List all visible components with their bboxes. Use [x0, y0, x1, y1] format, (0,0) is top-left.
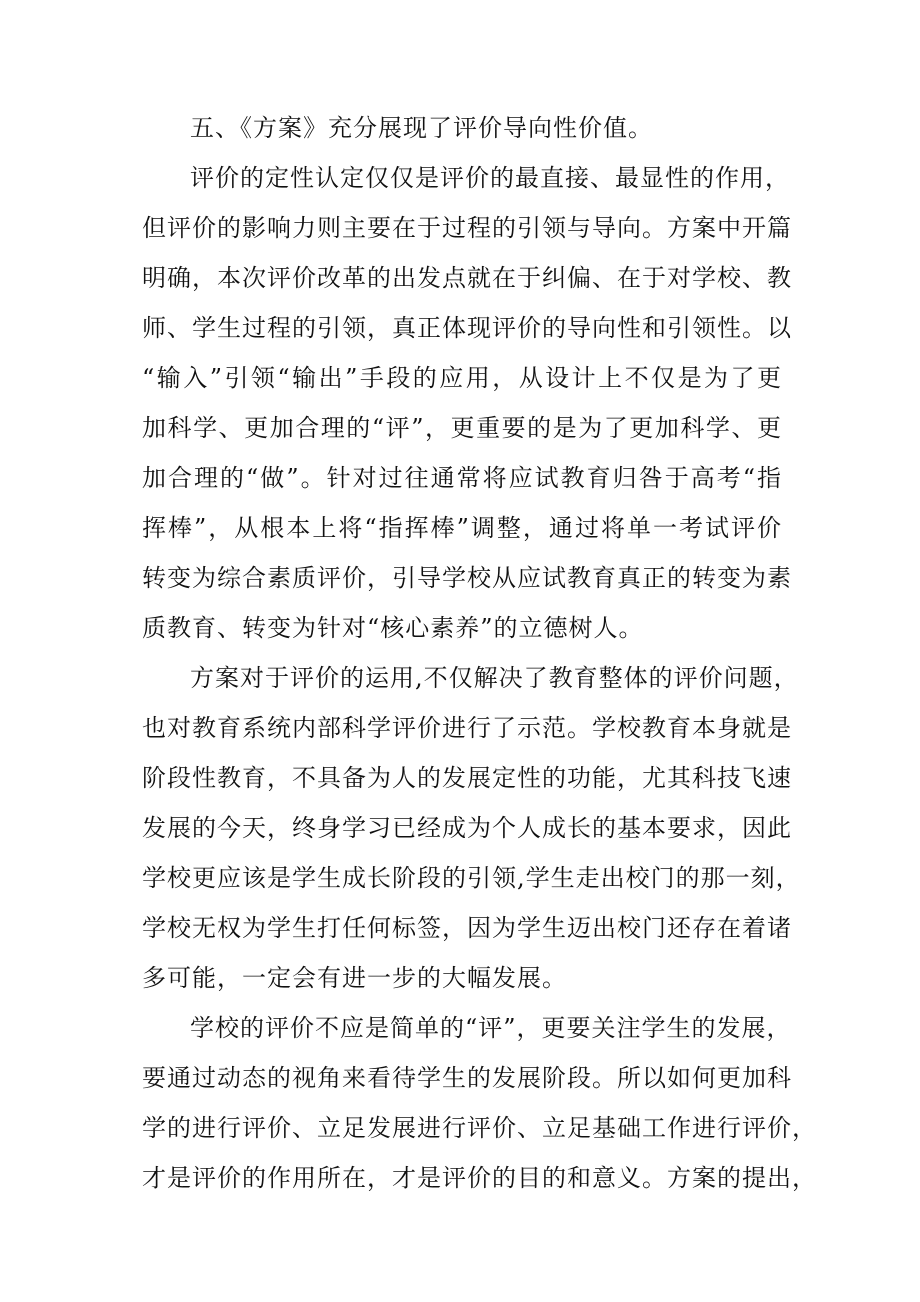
paragraph-line: 学校无权为学生打任何标签，因为学生迈出校门还存在着诸 — [142, 914, 792, 942]
paragraph-line: 阶段性教育，不具备为人的发展定性的功能，尤其科技飞速 — [142, 764, 792, 792]
paragraph-line: 学校更应该是学生成长阶段的引领,学生走出校门的那一刻， — [142, 864, 801, 892]
paragraph-line: 才是评价的作用所在，才是评价的目的和意义。方案的提出， — [142, 1164, 817, 1192]
paragraph-line: “输入”引领“输出”手段的应用，从设计上不仅是为了更 — [142, 364, 782, 392]
paragraph-line: 评价的定性认定仅仅是评价的最直接、最显性的作用， — [190, 164, 790, 192]
paragraph-line: 学校的评价不应是简单的“评”，更要关注学生的发展， — [190, 1014, 792, 1042]
paragraph-line: 发展的今天，终身学习已经成为个人成长的基本要求，因此 — [142, 814, 792, 842]
section-heading: 五、《方案》充分展现了评价导向性价值。 — [190, 114, 653, 142]
paragraph-line: 要通过动态的视角来看待学生的发展阶段。所以如何更加科 — [142, 1064, 792, 1092]
document-body — [142, 103, 817, 1203]
paragraph-line: 多可能，一定会有进一步的大幅发展。 — [142, 964, 567, 992]
paragraph-line: 挥棒”，从根本上将“指挥棒”调整，通过将单一考试评价 — [142, 514, 782, 542]
paragraph-line: 方案对于评价的运用,不仅解决了教育整体的评价问题， — [190, 664, 799, 692]
paragraph-line: 明确，本次评价改革的出发点就在于纠偏、在于对学校、教 — [142, 264, 792, 292]
paragraph-line: 但评价的影响力则主要在于过程的引领与导向。方案中开篇 — [142, 214, 792, 242]
paragraph-line: 也对教育系统内部科学评价进行了示范。学校教育本身就是 — [142, 714, 792, 742]
paragraph-line: 质教育、转变为针对“核心素养”的立德树人。 — [142, 614, 644, 642]
paragraph-3 — [142, 1003, 817, 1203]
paragraph-2 — [142, 653, 801, 1003]
paragraph-line: 加科学、更加合理的“评”，更重要的是为了更加科学、更 — [142, 414, 782, 442]
paragraph-line: 学的进行评价、立足发展进行评价、立足基础工作进行评价， — [142, 1114, 817, 1142]
paragraph-line: 转变为综合素质评价，引导学校从应试教育真正的转变为素 — [142, 564, 792, 592]
paragraph-1 — [142, 153, 792, 653]
paragraph-line: 加合理的“做”。针对过往通常将应试教育归咎于高考“指 — [142, 464, 782, 492]
paragraph-line: 师、学生过程的引领，真正体现评价的导向性和引领性。以 — [142, 314, 792, 342]
